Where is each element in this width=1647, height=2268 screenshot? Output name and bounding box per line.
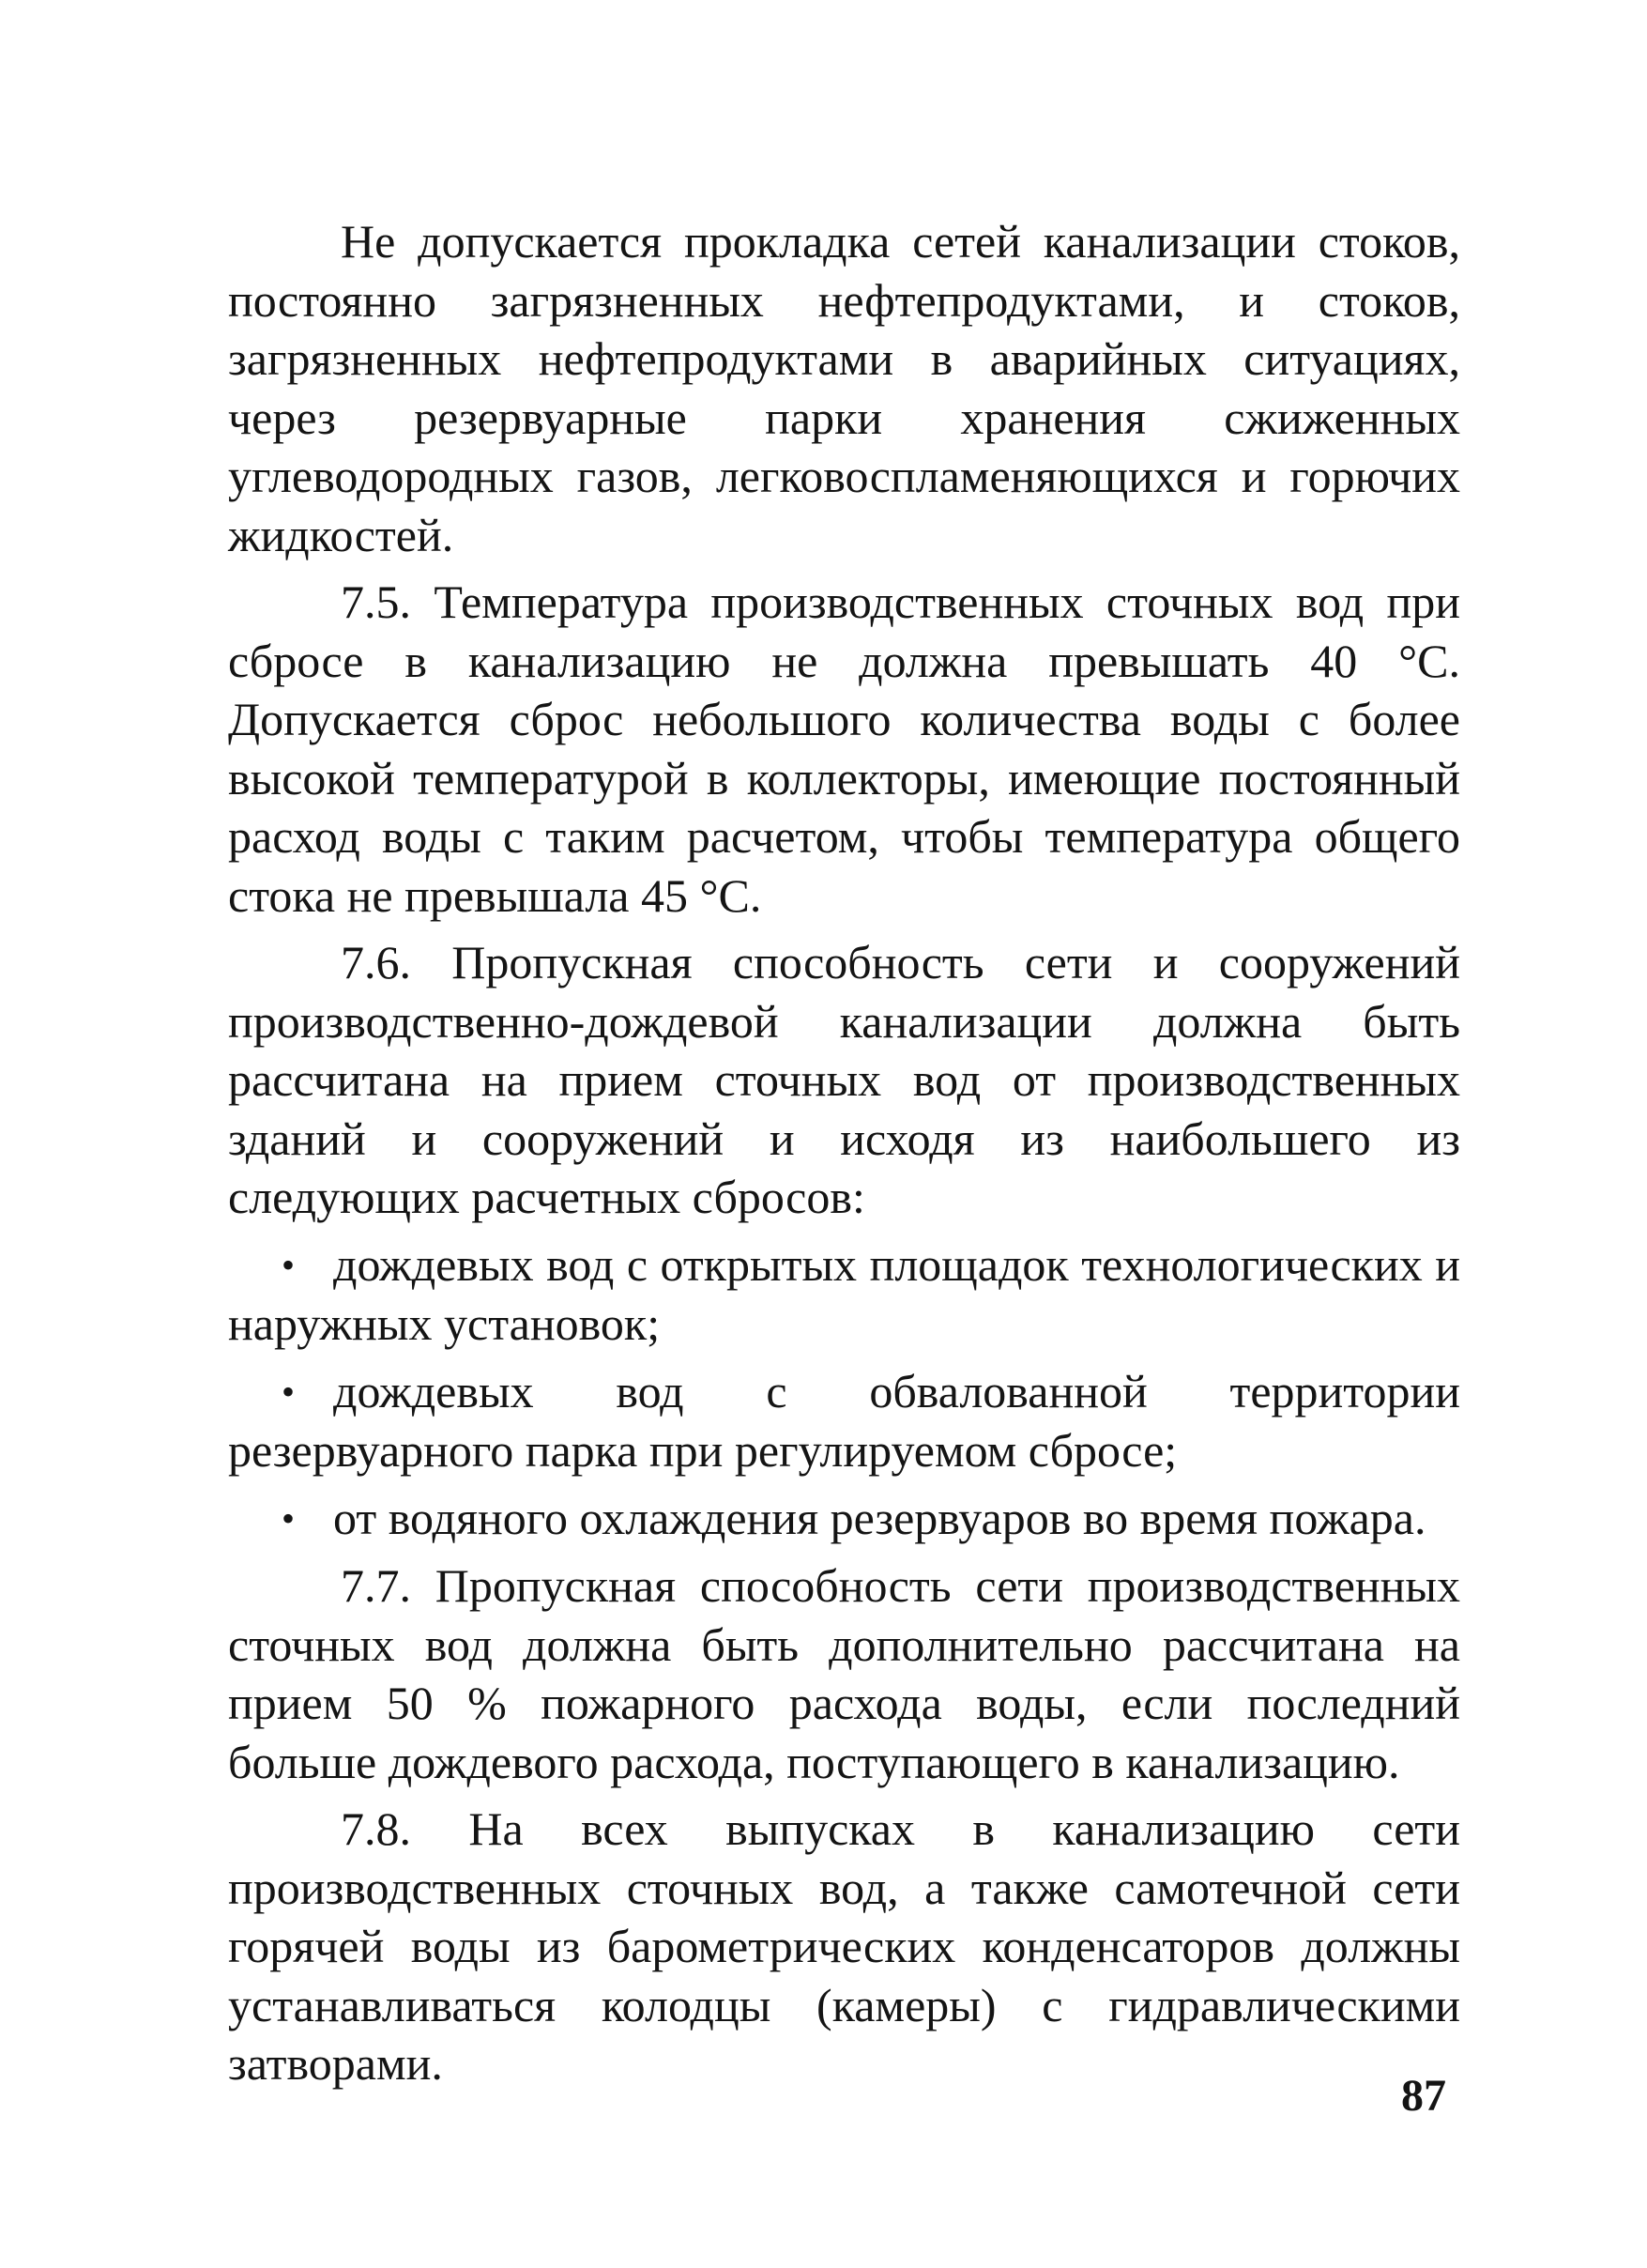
bullet-text: от водяного охлаждения резервуаров во время пожара. xyxy=(333,1491,1426,1544)
bullet-item xyxy=(228,1489,1460,1549)
body-text xyxy=(228,212,1460,2102)
bullet-text: дождевых вод с обвалованной территории резервуарного парка при регулируемом сбросе; xyxy=(228,1364,1460,1477)
paragraph-7-5: 7.5. Температура производственных сточных вод при сбросе в канализацию не должна превышать 40 °С. Допускается сброс небольшого количества воды с более высокой температурой в коллекторы, имеющие постоянный расход воды с таким расчетом, чтобы температура общего стока не превышала 45 °С. xyxy=(228,575,1460,922)
paragraph-7-6: 7.6. Пропускная способность сети и сооружений производственно-дождевой канализации должна быть рассчитана на прием сточных вод от производственных зданий и сооружений и исходя из наибольшего из следующих расчетных сбросов: xyxy=(228,936,1460,1223)
paragraph-pipeline-restriction: Не допускается прокладка сетей канализации стоков, постоянно загрязненных нефтепродуктами, и стоков, загрязненных нефтепродуктами в аварийных ситуациях, через резервуарные парки хранения сжиженных углеводородных газов, легковоспламеняющихся и горючих жидкостей. xyxy=(228,215,1460,561)
bullet-text: дождевых вод с открытых площадок технологических и наружных установок; xyxy=(228,1237,1460,1350)
bullet-item xyxy=(228,1362,1460,1480)
bullet-item xyxy=(228,1235,1460,1354)
paragraph-7-8: 7.8. На всех выпусках в канализацию сети производственных сточных вод, а также самотечной сети горячей воды из барометрических конденсаторов должны устанавливаться колодцы (камеры) с гидравлическими затворами. xyxy=(228,1802,1460,2090)
bullet-icon: • xyxy=(282,1370,296,1413)
bullet-icon: • xyxy=(282,1243,296,1286)
page-number: 87 xyxy=(1401,2071,1446,2121)
paragraph-7-7: 7.7. Пропускная способность сети производственных сточных вод должна быть дополнительно рассчитана на прием 50 % пожарного расхода воды, если последний больше дождевого расхода, поступающего в канализацию. xyxy=(228,1559,1460,1788)
bullet-icon: • xyxy=(282,1496,296,1540)
